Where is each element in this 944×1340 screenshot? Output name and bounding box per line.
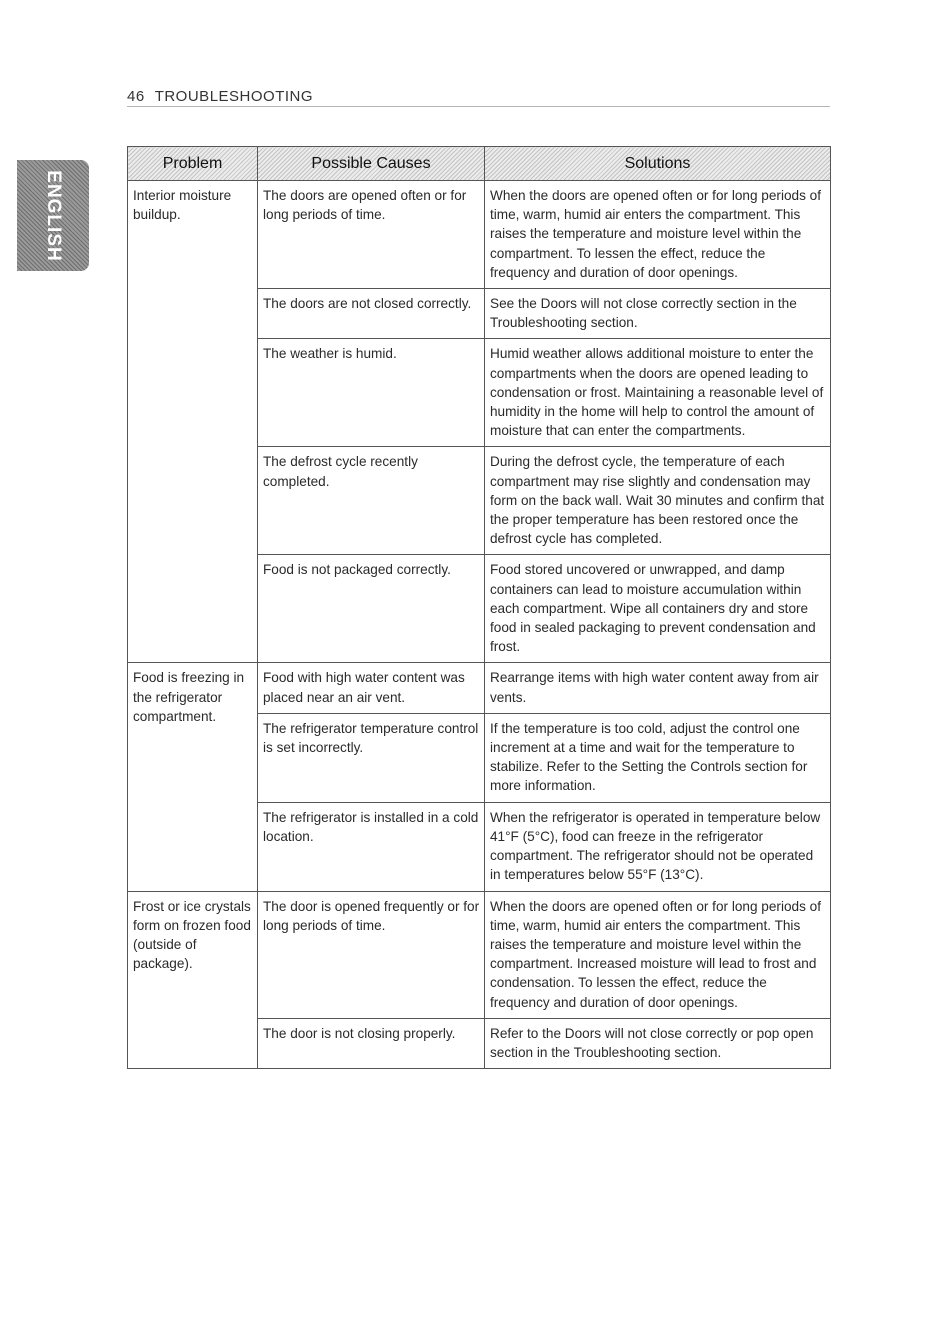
- cause-cell: The doors are opened often or for long periods of time.: [258, 181, 485, 289]
- cause-cell: The refrigerator temperature control is set incorrectly.: [258, 713, 485, 802]
- solution-cell: When the refrigerator is operated in temperature below 41°F (5°C), food can freeze in the refrigerator compartment. The refrigerator should not be operated in temperatures below 55°F (13°C).: [485, 802, 831, 891]
- cause-cell: The defrost cycle recently completed.: [258, 447, 485, 555]
- solution-cell: When the doors are opened often or for long periods of time, warm, humid air enters the compartment. This raises the temperature and moisture level within the compartment. Increased moisture will lead to frost and condensation. To lessen the effect, reduce the frequency and duration of door openings.: [485, 891, 831, 1018]
- language-tab: [17, 160, 89, 271]
- section-title: TROUBLESHOOTING: [154, 88, 314, 105]
- troubleshooting-table: [127, 146, 831, 1069]
- table-header-row: [128, 147, 831, 181]
- solution-cell: If the temperature is too cold, adjust the control one increment at a time and wait for the temperature to stabilize. Refer to the Setting the Controls section for more information.: [485, 713, 831, 802]
- page-number: 46: [127, 88, 145, 105]
- column-header-solutions: Solutions: [485, 147, 831, 181]
- table-row: [128, 891, 831, 1018]
- solution-cell: Food stored uncovered or unwrapped, and damp containers can lead to moisture accumulation within each compartment. Wipe all containers dry and store food in sealed packaging to prevent condensation and frost.: [485, 555, 831, 663]
- cause-cell: The refrigerator is installed in a cold location.: [258, 802, 485, 891]
- cause-cell: The door is not closing properly.: [258, 1018, 485, 1068]
- solution-cell: Rearrange items with high water content away from air vents.: [485, 663, 831, 713]
- page-header: [127, 88, 830, 107]
- column-header-problem: Problem: [128, 147, 258, 181]
- problem-cell: Frost or ice crystals form on frozen food (outside of package).: [128, 891, 258, 1069]
- solution-cell: Refer to the Doors will not close correctly or pop open section in the Troubleshooting section.: [485, 1018, 831, 1068]
- problem-cell: Food is freezing in the refrigerator compartment.: [128, 663, 258, 891]
- cause-cell: Food is not packaged correctly.: [258, 555, 485, 663]
- solution-cell: During the defrost cycle, the temperature of each compartment may rise slightly and condensation may form on the back wall. Wait 30 minutes and confirm that the proper temperature has been restored once the defrost cycle has completed.: [485, 447, 831, 555]
- solution-cell: When the doors are opened often or for long periods of time, warm, humid air enters the compartment. This raises the temperature and moisture level within the compartment. To lessen the effect, reduce the frequency and duration of door openings.: [485, 181, 831, 289]
- solution-cell: See the Doors will not close correctly section in the Troubleshooting section.: [485, 289, 831, 339]
- cause-cell: The weather is humid.: [258, 339, 485, 447]
- cause-cell: The doors are not closed correctly.: [258, 289, 485, 339]
- column-header-causes: Possible Causes: [258, 147, 485, 181]
- cause-cell: The door is opened frequently or for long periods of time.: [258, 891, 485, 1018]
- solution-cell: Humid weather allows additional moisture to enter the compartments when the doors are opened leading to condensation or frost. Maintaining a reasonable level of humidity in the home will help to control the amount of moisture that can enter the compartments.: [485, 339, 831, 447]
- table-row: [128, 181, 831, 289]
- problem-cell: Interior moisture buildup.: [128, 181, 258, 663]
- table-row: [128, 663, 831, 713]
- language-tab-label: ENGLISH: [43, 169, 64, 262]
- cause-cell: Food with high water content was placed near an air vent.: [258, 663, 485, 713]
